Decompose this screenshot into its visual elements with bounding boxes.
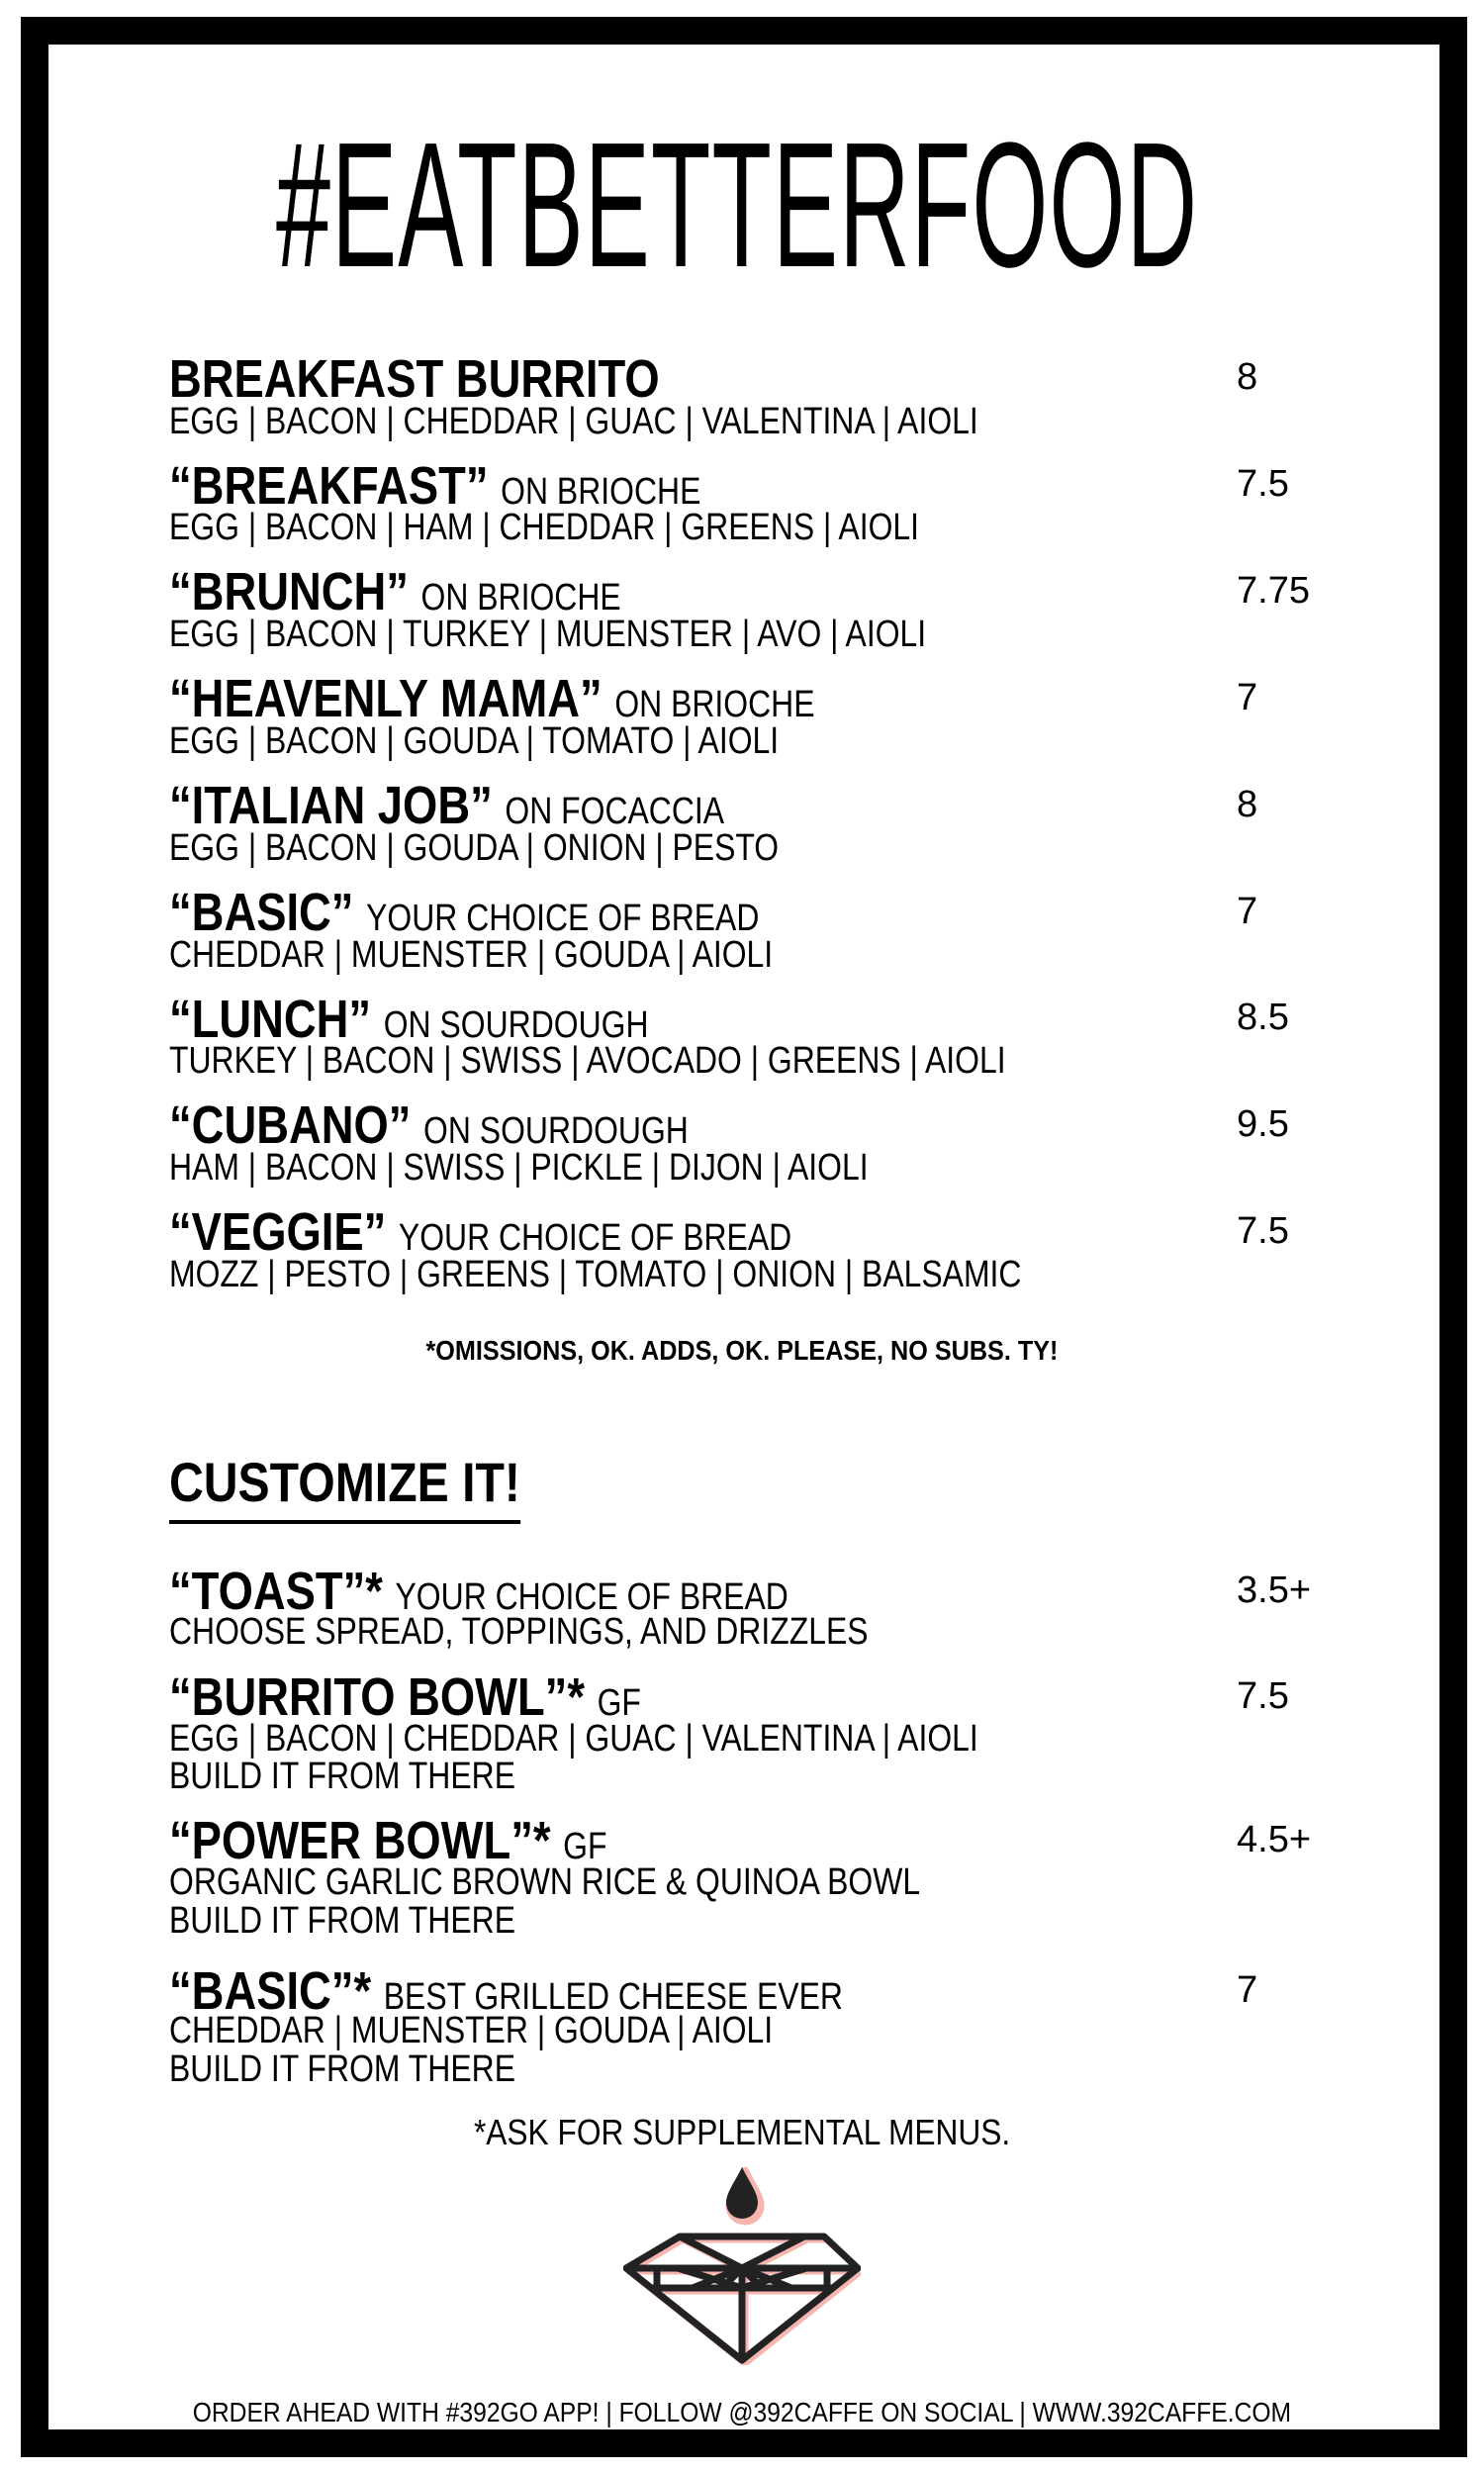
- item-price: 7.5: [1237, 463, 1289, 505]
- item-description: BEST GRILLED CHEESE EVER: [383, 1976, 843, 2018]
- item-price: 3.5+: [1237, 1570, 1312, 1611]
- item-ingredients: EGG | BACON | GOUDA | ONION | PESTO: [169, 827, 780, 869]
- item-name: “BREAKFAST”: [169, 456, 489, 516]
- item-ingredients: EGG | BACON | HAM | CHEDDAR | GREENS | AIOLI: [169, 507, 920, 548]
- supplemental-menus-note: *ASK FOR SUPPLEMENTAL MENUS.: [473, 2112, 1011, 2152]
- footer-info: ORDER AHEAD WITH #392GO APP! | FOLLOW @392CAFFE ON SOCIAL | WWW.392CAFFE.COM: [192, 2397, 1292, 2427]
- item-description: GF: [563, 1826, 607, 1867]
- item-bread: ON BRIOCHE: [501, 471, 701, 513]
- item-price: 7: [1237, 891, 1258, 932]
- item-details: CHEDDAR | MUENSTER | GOUDA | AIOLI: [169, 2010, 774, 2051]
- item-details: CHOOSE SPREAD, TOPPINGS, AND DRIZZLES: [169, 1611, 869, 1653]
- item-price: 9.5: [1237, 1103, 1289, 1145]
- item-ingredients: EGG | BACON | TURKEY | MUENSTER | AVO | AIOLI: [169, 614, 927, 655]
- item-name: “BASIC”: [169, 883, 354, 942]
- item-name: “LUNCH”: [169, 990, 372, 1049]
- item-details: ORGANIC GARLIC BROWN RICE & QUINOA BOWL: [169, 1861, 921, 1903]
- item-ingredients: HAM | BACON | SWISS | PICKLE | DIJON | AIOLI: [169, 1147, 869, 1189]
- item-ingredients: EGG | BACON | CHEDDAR | GUAC | VALENTINA | AIOLI: [169, 401, 978, 442]
- item-name: “BURRITO BOWL”*: [169, 1667, 585, 1727]
- item-bread: ON SOURDOUGH: [423, 1110, 689, 1152]
- item-name: “BRUNCH”: [169, 562, 409, 621]
- item-name: “TOAST”*: [169, 1562, 383, 1621]
- customize-heading: CUSTOMIZE IT!: [169, 1455, 520, 1524]
- item-bread: ON SOURDOUGH: [383, 1004, 649, 1046]
- substitution-note: *OMISSIONS, OK. ADDS, OK. PLEASE, NO SUBS. TY!: [425, 1335, 1059, 1366]
- item-price: 8: [1237, 356, 1258, 398]
- menu-title: #EATBETTERFOOD: [276, 106, 1199, 305]
- item-price: 7.75: [1237, 570, 1310, 612]
- item-price: 7: [1237, 1969, 1258, 2011]
- item-details: BUILD IT FROM THERE: [169, 1756, 515, 1797]
- item-price: 8: [1237, 784, 1258, 825]
- item-ingredients: EGG | BACON | GOUDA | TOMATO | AIOLI: [169, 720, 780, 762]
- item-details: BUILD IT FROM THERE: [169, 2048, 515, 2090]
- item-details: EGG | BACON | CHEDDAR | GUAC | VALENTINA | AIOLI: [169, 1718, 978, 1760]
- item-description: GF: [597, 1682, 641, 1724]
- item-bread: ON FOCACCIA: [505, 791, 725, 832]
- item-name: “ITALIAN JOB”: [169, 776, 493, 835]
- item-name: “POWER BOWL”*: [169, 1811, 551, 1870]
- item-description: YOUR CHOICE OF BREAD: [395, 1576, 788, 1618]
- item-bread: ON BRIOCHE: [614, 684, 815, 725]
- item-name: “VEGGIE”: [169, 1202, 387, 1262]
- item-bread: YOUR CHOICE OF BREAD: [366, 898, 760, 939]
- diamond-drop-logo: [623, 2157, 861, 2365]
- item-price: 7.5: [1237, 1210, 1289, 1252]
- item-ingredients: MOZZ | PESTO | GREENS | TOMATO | ONION | BALSAMIC: [169, 1254, 1022, 1295]
- item-ingredients: TURKEY | BACON | SWISS | AVOCADO | GREENS | AIOLI: [169, 1040, 1006, 1082]
- item-bread: YOUR CHOICE OF BREAD: [398, 1217, 792, 1259]
- item-name: “BASIC”*: [169, 1961, 372, 2021]
- item-details: BUILD IT FROM THERE: [169, 1900, 515, 1942]
- item-name: “CUBANO”: [169, 1095, 412, 1155]
- item-price: 7.5: [1237, 1675, 1289, 1717]
- item-price: 8.5: [1237, 997, 1289, 1038]
- item-name: BREAKFAST BURRITO: [169, 349, 660, 409]
- item-price: 4.5+: [1237, 1819, 1312, 1860]
- item-bread: ON BRIOCHE: [420, 577, 621, 618]
- item-price: 7: [1237, 677, 1258, 718]
- item-name: “HEAVENLY MAMA”: [169, 669, 603, 728]
- item-ingredients: CHEDDAR | MUENSTER | GOUDA | AIOLI: [169, 934, 774, 976]
